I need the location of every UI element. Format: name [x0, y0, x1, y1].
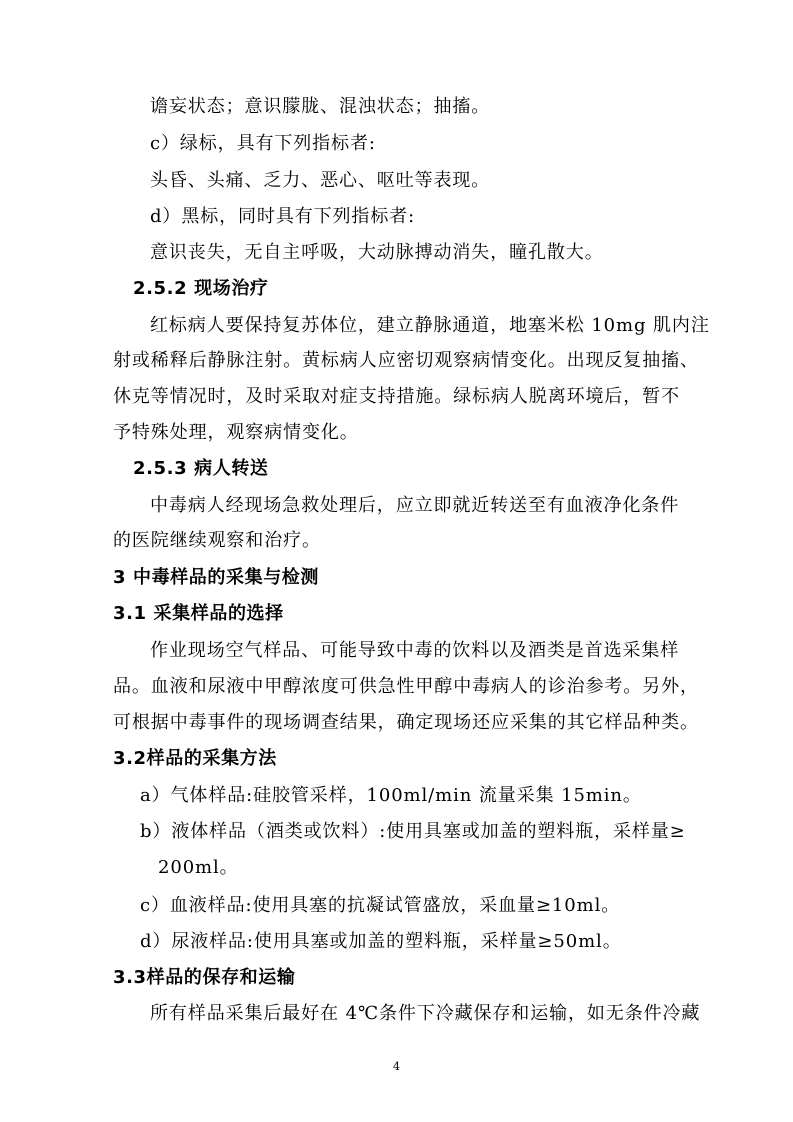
list-item-urine-sample: d）尿液样品:使用具塞或加盖的塑料瓶，采样量≥50ml。: [140, 931, 622, 952]
text-line: 谵妄状态；意识朦胧、混浊状态；抽搐。: [150, 96, 491, 117]
paragraph-line: 射或稀释后静脉注射。黄标病人应密切观察病情变化。出现反复抽搐、: [113, 350, 699, 371]
list-item-blood-sample: c）血液样品:使用具塞的抗凝试管盛放，采血量≥10ml。: [140, 895, 621, 916]
paragraph-line: 所有样品采集后最好在 4℃条件下冷藏保存和运输，如无条件冷藏: [150, 1003, 701, 1024]
list-item-black-tag: d）黑标，同时具有下列指标者:: [150, 206, 416, 227]
section-heading-3: 3 中毒样品的采集与检测: [113, 567, 319, 588]
section-heading-3-2: 3.2样品的采集方法: [113, 748, 277, 769]
list-item-continuation: 200ml。: [158, 857, 239, 878]
section-heading-3-1: 3.1 采集样品的选择: [113, 603, 284, 624]
paragraph-line: 中毒病人经现场急救处理后，应立即就近转送至有血液净化条件: [150, 495, 680, 516]
list-item-liquid-sample: b）液体样品（酒类或饮料）:使用具塞或加盖的塑料瓶，采样量≥: [140, 821, 686, 842]
paragraph-line: 作业现场空气样品、可能导致中毒的饮料以及酒类是首选采集样: [150, 640, 680, 661]
paragraph-line: 品。血液和尿液中甲醇浓度可供急性甲醇中毒病人的诊治参考。另外，: [113, 676, 699, 697]
paragraph-line: 予特殊处理，观察病情变化。: [113, 422, 359, 443]
list-item-green-tag: c）绿标，具有下列指标者:: [150, 133, 376, 154]
section-heading-2-5-2: 2.5.2 现场治疗: [133, 278, 269, 299]
text-line: 头昏、头痛、乏力、恶心、呕吐等表现。: [150, 170, 491, 191]
section-heading-3-3: 3.3样品的保存和运输: [113, 967, 296, 988]
paragraph-line: 可根据中毒事件的现场调查结果，确定现场还应采集的其它样品种类。: [113, 712, 699, 733]
list-item-gas-sample: a）气体样品:硅胶管采样，100ml/min 流量采集 15min。: [140, 785, 642, 806]
page-number: 4: [393, 1060, 400, 1073]
text-line: 意识丧失，无自主呼吸，大动脉搏动消失，瞳孔散大。: [150, 242, 604, 263]
paragraph-line: 红标病人要保持复苏体位，建立静脉通道，地塞米松 10mg 肌内注: [150, 315, 710, 336]
section-heading-2-5-3: 2.5.3 病人转送: [133, 458, 269, 479]
paragraph-line: 休克等情况时，及时采取对症支持措施。绿标病人脱离环境后，暂不: [113, 386, 680, 407]
paragraph-line: 的医院继续观察和治疗。: [113, 530, 321, 551]
